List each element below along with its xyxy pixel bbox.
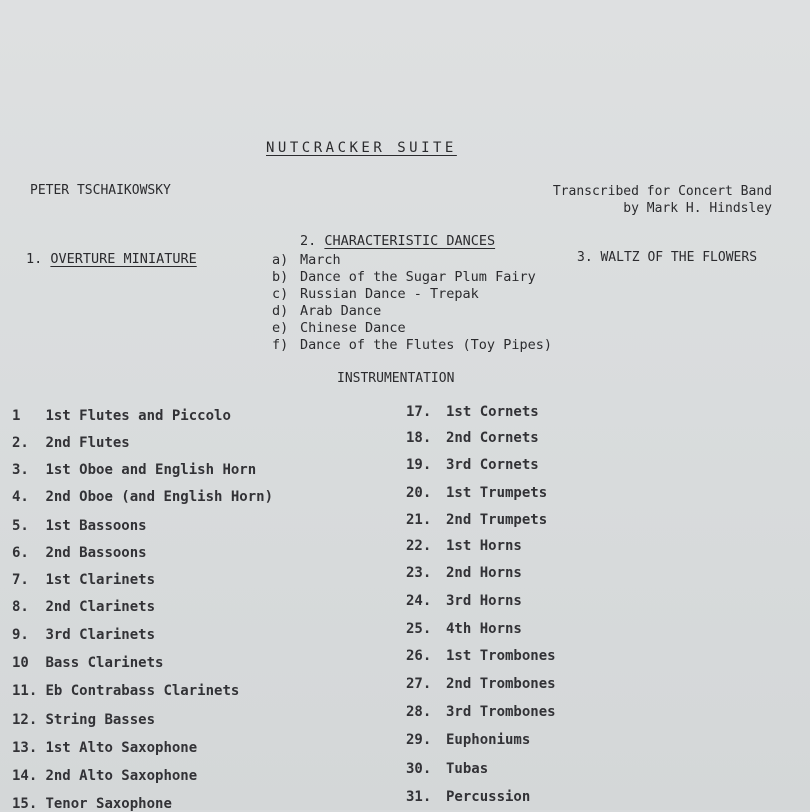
instrument-row [406,732,530,748]
instrument-name: 3rd Clarinets [45,627,156,643]
instrument-number: 4. [12,489,29,505]
composer-name: PETER TSCHAIKOWSKY [30,183,171,198]
instrument-number: 25. [406,621,432,637]
instrument-name: 1st Horns [446,538,522,554]
instrument-name: Tubas [446,761,489,777]
instrument-name: 2nd Horns [446,565,522,581]
instrument-name: 2nd Bassoons [45,545,147,561]
instrument-row [406,621,522,637]
dance-letter: f) [272,337,289,353]
movement-3 [577,251,757,264]
instrument-number: 5. [12,518,29,534]
instrument-number: 10 [12,655,29,671]
instrument-name: 1st Clarinets [45,572,156,588]
instrument-number: 7. [12,572,29,588]
instrument-name: 2nd Trumpets [446,512,548,528]
instrument-name: Percussion [446,789,531,805]
instrument-number: 27. [406,676,432,692]
instrument-number: 23. [406,565,432,581]
instrument-name: Euphoniums [446,732,531,748]
instrument-row [12,435,130,451]
instrument-number: 2. [12,435,29,451]
dance-item [272,337,552,353]
instrument-number: 13. [12,740,38,756]
instrument-number: 21. [406,512,432,528]
transcription-credit: Transcribed for Concert Band [552,184,772,199]
instrument-row [12,489,273,505]
instrument-row [406,457,539,473]
instrument-number: 24. [406,593,432,609]
instrument-number: 31. [406,789,432,805]
instrument-row [406,789,530,805]
instrument-name: 2nd Oboe (and English Horn) [45,489,274,505]
movement-2 [300,235,495,249]
instrument-row [406,704,556,720]
document-title: NUTCRACKER SUITE [266,140,457,156]
instrument-row [12,462,256,478]
instrument-name: 2nd Clarinets [45,599,156,615]
instrument-row [406,676,556,692]
instrument-row [12,408,231,424]
instrument-row [406,593,522,609]
dance-name: Dance of the Sugar Plum Fairy [300,269,536,285]
instrument-number: 6. [12,545,29,561]
transcriber-name: by Mark H. Hindsley [623,201,772,216]
instrument-number: 9. [12,627,29,643]
dance-letter: c) [272,286,289,302]
instrument-number: 18. [406,430,432,446]
dance-name: Russian Dance - Trepak [300,286,479,302]
instrument-row [12,518,147,534]
instrument-row [12,740,197,756]
dance-letter: b) [272,269,289,285]
instrument-row [406,538,522,554]
instrument-number: 19. [406,457,432,473]
instrument-number: 26. [406,648,432,664]
instrument-name: 1st Trumpets [446,485,548,501]
instrument-name: 1st Alto Saxophone [45,740,198,756]
instrument-name: 2nd Trombones [446,676,556,692]
instrument-row [406,430,539,446]
instrument-name: 4th Horns [446,621,522,637]
instrument-name: Tenor Saxophone [45,796,172,812]
instrument-row [406,485,547,501]
instrument-number: 28. [406,704,432,720]
dance-item [272,269,536,285]
instrument-row [406,565,522,581]
instrument-number: 30. [406,761,432,777]
instrument-name: 3rd Cornets [446,457,539,473]
movement-1 [26,253,197,267]
instrument-number: 29. [406,732,432,748]
instrument-name: 2nd Cornets [446,430,539,446]
instrument-name: Bass Clarinets [45,655,164,671]
instrument-row [406,648,556,664]
instrument-row [12,545,147,561]
dance-name: March [300,252,341,268]
instrument-number: 12. [12,712,38,728]
instrument-name: 1st Flutes and Piccolo [45,408,231,424]
dance-letter: a) [272,252,289,268]
dance-name: Arab Dance [300,303,382,319]
dance-name: Dance of the Flutes (Toy Pipes) [300,337,552,353]
instrument-number: 14. [12,768,38,784]
instrument-number: 22. [406,538,432,554]
instrument-row [406,404,539,420]
instrument-row [12,655,163,671]
instrument-name: 1st Bassoons [45,518,147,534]
dance-item [272,303,381,319]
movement-1-title: OVERTURE MINIATURE [50,251,197,267]
instrument-name: 2nd Alto Saxophone [45,768,198,784]
instrument-name: 2nd Flutes [45,435,130,451]
instrument-number: 8. [12,599,29,615]
instrument-row [12,712,155,728]
movement-3-number: 3. [577,250,593,265]
instrument-name: 3rd Horns [446,593,522,609]
instrumentation-heading: INSTRUMENTATION [337,371,455,386]
movement-1-number: 1. [26,251,43,267]
instrument-number: 11. [12,683,38,699]
instrument-number: 1 [12,408,21,424]
instrument-name: 3rd Trombones [446,704,556,720]
instrument-name: String Basses [45,712,156,728]
instrument-row [406,761,488,777]
dance-name: Chinese Dance [300,320,406,336]
instrument-row [12,627,155,643]
dance-item [272,320,406,336]
instrument-number: 15. [12,796,38,812]
instrument-row [12,683,239,699]
dance-item [272,286,479,302]
instrument-name: Eb Contrabass Clarinets [45,683,240,699]
instrument-name: 1st Oboe and English Horn [45,462,257,478]
instrument-name: 1st Cornets [446,404,539,420]
instrument-row [406,512,547,528]
movement-2-number: 2. [300,233,317,249]
dance-item [272,252,341,268]
instrument-row [12,768,197,784]
instrument-row [12,599,155,615]
instrument-row [12,572,155,588]
dance-letter: d) [272,303,289,319]
dance-letter: e) [272,320,289,336]
instrument-number: 17. [406,404,432,420]
movement-3-title: WALTZ OF THE FLOWERS [600,250,758,265]
instrument-number: 3. [12,462,29,478]
instrument-number: 20. [406,485,432,501]
movement-2-title: CHARACTERISTIC DANCES [324,233,496,249]
instrument-name: 1st Trombones [446,648,556,664]
